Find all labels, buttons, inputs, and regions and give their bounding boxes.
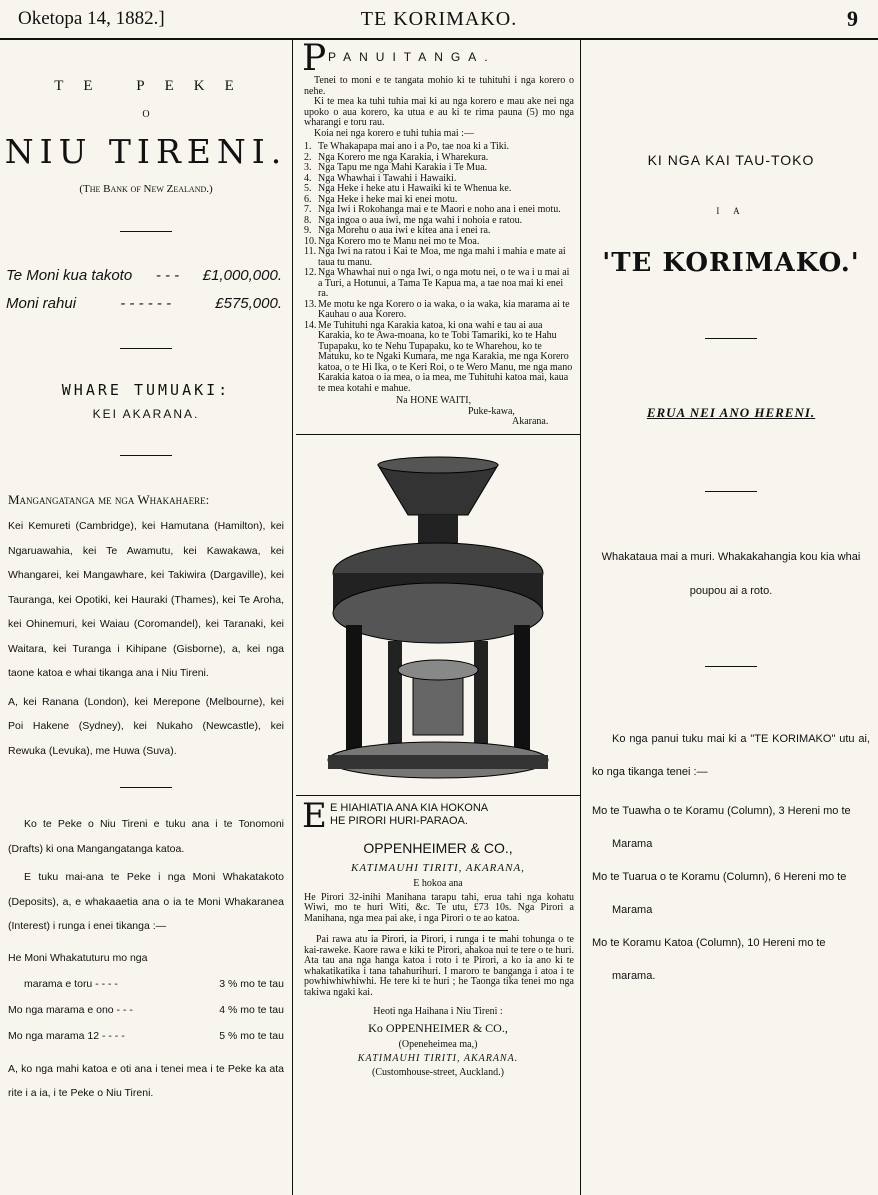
- list-item: 13. Me motu ke nga Korero o ia waka, o ia waka, kia marama ai te Kauhau o aua Korero.: [304, 298, 570, 320]
- bank-name: NIU TIRENI.: [4, 132, 288, 171]
- branches-text: Kei Kemureti (Cambridge), kei Hamutana (Hamilton), kei Ngaruawahia, kei Te Awamutu, kei Kawakawa, kei Whangarei, kei Mangawhare, kei Takiwira (Dargaville), kei Tauranga, kei Opotiki, kei Hauraki (Thames), kei Te Aroha, kei Ohinemuri, kei Waiau (Coromandel), kei Taranaki, kei Waitara, kei Turanga i Kihipane (Gisborne), a, kei nga taone katoa e whai tikanga ana i Niu Tireni.: [8, 520, 284, 679]
- mill-firm: OPPENHEIMER & CO.,: [363, 839, 513, 856]
- reserve-value: £575,000.: [215, 295, 282, 312]
- mill-note: Pai rawa atu ia Pirori, ia Pirori, i runga i te mahi tohunga o te kai-raweke. Kaore rawa e kiki te Pirori, ahakoa nui te tere o te huri. Ata tau ana nga hanga katoa i roto i te Pirori, a ko ia ano ki te whakatikatika i tana tahahurihuri. I maroro te banganga i atoa i te powhiwhiwhiwhi. He tere ki te huri ; he Taonga tika tenei mo nga takiwa ngaki kai.: [304, 934, 574, 998]
- rate-row: Mo nga marama e ono - - - 4 % mo te tau: [8, 1003, 284, 1016]
- rate-row: Mo nga marama 12 - - - - 5 % mo te tau: [8, 1029, 284, 1042]
- head-office-title: WHARE TUMUAKI:: [61, 381, 231, 399]
- list-item: 12. Nga Whawhai nui o nga Iwi, o nga motu nei, o te wa i u mai ai a Turi, a Hotunui, a Tama Te Kapua ma, a tae noa mai ki enei ra.: [304, 267, 570, 299]
- branches-title: Mangangatanga me nga Whakahaere:: [8, 492, 210, 507]
- capital-label: Te Moni kua takoto: [6, 267, 133, 284]
- rate-quarter-column: Mo te Tuawha o te Koramu (Column), 3 Hereni mo te Marama: [592, 805, 851, 850]
- list-item: 9. Nga Morehu o aua iwi e kitea ana i enei ra.: [304, 225, 491, 236]
- column-divider: [580, 38, 581, 1195]
- list-item: 14. Me Tuhituhi nga Karakia katoa, ki ona wahi e tau ai aua Karakia, ko te Awa-moana, ko te Tobi Tamariki, ko te Hahu Tupapaku, ko te Nehu Tupapaku, ko te Wharehou, ko te Matuku, ko te Ngaki Kumara, me nga Karakia, me nga Korero katoa, o te Hi Ika, o te Keri Roi, o te Wero Manu, me nga mano Karakia katoa o ia mea, o ia mea, me Tuhituhi katoa mai, kaua te mea kotahi e mahue.: [304, 319, 573, 394]
- paper-name: 'TE KORIMAKO.': [602, 248, 860, 278]
- price-notice: ERUA NEI ANO HERENI.: [646, 405, 816, 420]
- list-item: 5. Nga Heke i heke atu i Hawaiki ki te Whenua ke.: [304, 183, 512, 194]
- capital-value: £1,000,000.: [202, 267, 282, 284]
- page-header: [0, 0, 878, 40]
- notice-intro-3: Koia nei nga korero e tuhi tuhia mai :—: [314, 127, 474, 139]
- list-item: 3. Nga Tapu me nga Mahi Karakia i Te Mua.: [304, 162, 488, 173]
- motto: Whakataua mai a muri. Whakakahangia kou kia whai poupou ai a roto.: [601, 551, 861, 597]
- list-item: 8. Nga ingoa o aua iwi, me nga wahi i nohoia e ratou.: [304, 214, 523, 226]
- notice-signer-place: Puke-kawa,: [468, 405, 515, 417]
- rate-full-column: Mo te Koramu Katoa (Column), 10 Hereni mo te marama.: [592, 937, 826, 982]
- list-item: 6. Nga Heke i heke mai ki enei motu.: [304, 193, 458, 205]
- agents-english-street: (Customhouse-street, Auckland.): [372, 1067, 504, 1078]
- agents-title: Heoti nga Haihana i Niu Tireni :: [373, 1006, 503, 1017]
- notice-signer-city: Akarana.: [512, 416, 549, 427]
- interest-rates: [0, 945, 292, 1049]
- bank-o: O: [142, 109, 150, 120]
- head-office-place: KEI AKARANA.: [92, 407, 200, 421]
- subscribers-ia: I A: [716, 206, 746, 216]
- divider: [120, 348, 172, 349]
- bank-english-name: (The Bank of New Zealand.): [79, 183, 213, 195]
- divider: [120, 455, 172, 456]
- rate-row: marama e toru - - - - 3 % mo te tau: [24, 977, 284, 990]
- notice-intro-2: Ki te mea ka tuhi tuhia mai ki au nga korero e mau ake nei nga upoko o aua korero, ka utua e au ki te rima pauna (5) mo nga wharangi e toru rau.: [304, 96, 574, 128]
- divider: [705, 491, 757, 492]
- subscribers-title: KI NGA KAI TAU-TOKO: [647, 152, 815, 168]
- mill-headline-2: HE PIRORI HURI-PARAOA.: [330, 814, 468, 827]
- advertising-intro: Ko nga panui tuku mai ki a "TE KORIMAKO" utu ai, ko nga tikanga tenei :—: [592, 733, 870, 778]
- agents-alias: (Openeheimea ma,): [398, 1039, 478, 1050]
- mill-street: KATIMAUHI TIRITI, AKARANA,: [351, 861, 525, 874]
- issue-date: Oketopa 14, 1882.]: [18, 8, 165, 29]
- divider: [296, 795, 580, 796]
- subscribers-column: [584, 38, 878, 993]
- divider: [120, 231, 172, 232]
- divider: [120, 787, 172, 788]
- mill-sells: E hokoa ana: [413, 877, 463, 889]
- agents-street: KATIMAUHI TIRITI, AKARANA.: [357, 1053, 519, 1064]
- mill-headline: E E HIAHIATIA ANA KIA HOKONA HE PIRORI HURI-PARAOA.: [302, 795, 489, 836]
- drafts-text: Ko te Peke o Niu Tireni e tuku ana i te Tonomoni (Drafts) ki ona Mangangatanga katoa.: [8, 818, 284, 855]
- notice-signer: Na HONE WAITI,: [396, 395, 472, 406]
- bank-te-peke: TE PEKE: [54, 78, 254, 94]
- list-item: 2. Nga Korero me nga Karakia, i Wharekura.: [304, 151, 489, 163]
- column-divider: [292, 38, 293, 1195]
- divider: [368, 930, 508, 931]
- flour-mill-illustration: [318, 455, 558, 785]
- overseas-branches-text: A, kei Ranana (London), kei Merepone (Melbourne), kei Poi Hakene (Sydney), kei Nukaho (Newcastle), kei Rewuka (Levuka), me Huwa (Suva).: [8, 695, 284, 757]
- closing-text: A, ko nga mahi katoa e oti ana i tenei mea i te Peke ka ata rite i a ia, i te Peke o Niu Tireni.: [8, 1062, 284, 1099]
- notice-list: [296, 142, 580, 394]
- list-item: 4. Nga Whawhai i Tawahi i Hawaiki.: [304, 172, 457, 184]
- notice-heading: P PANUITANGA.: [302, 38, 496, 79]
- bank-advert: [0, 38, 292, 1106]
- list-item: 11. Nga Iwi na ratou i Kai te Moa, me nga mahi i mahia e mate ai taua tu manu.: [304, 246, 566, 268]
- notice-title: PANUITANGA.: [328, 50, 496, 64]
- page-number: 9: [847, 6, 858, 31]
- list-item: 10. Nga Korero mo te Manu nei mo te Moa.: [304, 235, 480, 247]
- reserve-label: Moni rahui: [6, 295, 77, 312]
- mill-description: He Pirori 32-inihi Manihana tarapu tahi, erua tahi nga kohatu Wiwi, mo te huri Witi, &c. Te utu, £73 10s. Nga Pirori a Manihana, nga mea pai ake, i nga Pirori o te ao katoa.: [304, 891, 574, 924]
- deposits-text: E tuku mai-ana te Peke i nga Moni Whakatakoto (Deposits), a, e whakaaetia ana o ia te Moni Whakaranea (Interest) i runga i enei tikanga :—: [8, 871, 284, 932]
- newspaper-title: TE KORIMAKO.: [360, 8, 518, 30]
- notice-intro-1: Tenei to moni e te tangata mohio ki te tuhituhi i nga korero o nehe.: [304, 75, 574, 97]
- rate-half-column: Mo te Tuarua o te Koramu (Column), 6 Hereni mo te Marama: [592, 871, 847, 916]
- notices-column: [296, 38, 580, 1078]
- capital-figures: Te Moni kua takoto - - - £1,000,000. Moni rahui - - - - - - £575,000.: [0, 262, 292, 318]
- rates-intro: He Moni Whakatuturu mo nga: [8, 951, 148, 964]
- list-item: 7. Nga Iwi i Rokohanga mai e te Maori e noho ana i enei motu.: [304, 204, 561, 215]
- agents-firm: Ko OPPENHEIMER & CO.,: [368, 1021, 508, 1035]
- divider: [705, 666, 757, 667]
- mill-headline-1: E HIAHIATIA ANA KIA HOKONA: [330, 801, 489, 814]
- divider: [296, 434, 580, 435]
- divider: [705, 338, 757, 339]
- list-item: 1. Te Whakapapa mai ano i a Po, tae noa ki a Tiki.: [304, 141, 510, 152]
